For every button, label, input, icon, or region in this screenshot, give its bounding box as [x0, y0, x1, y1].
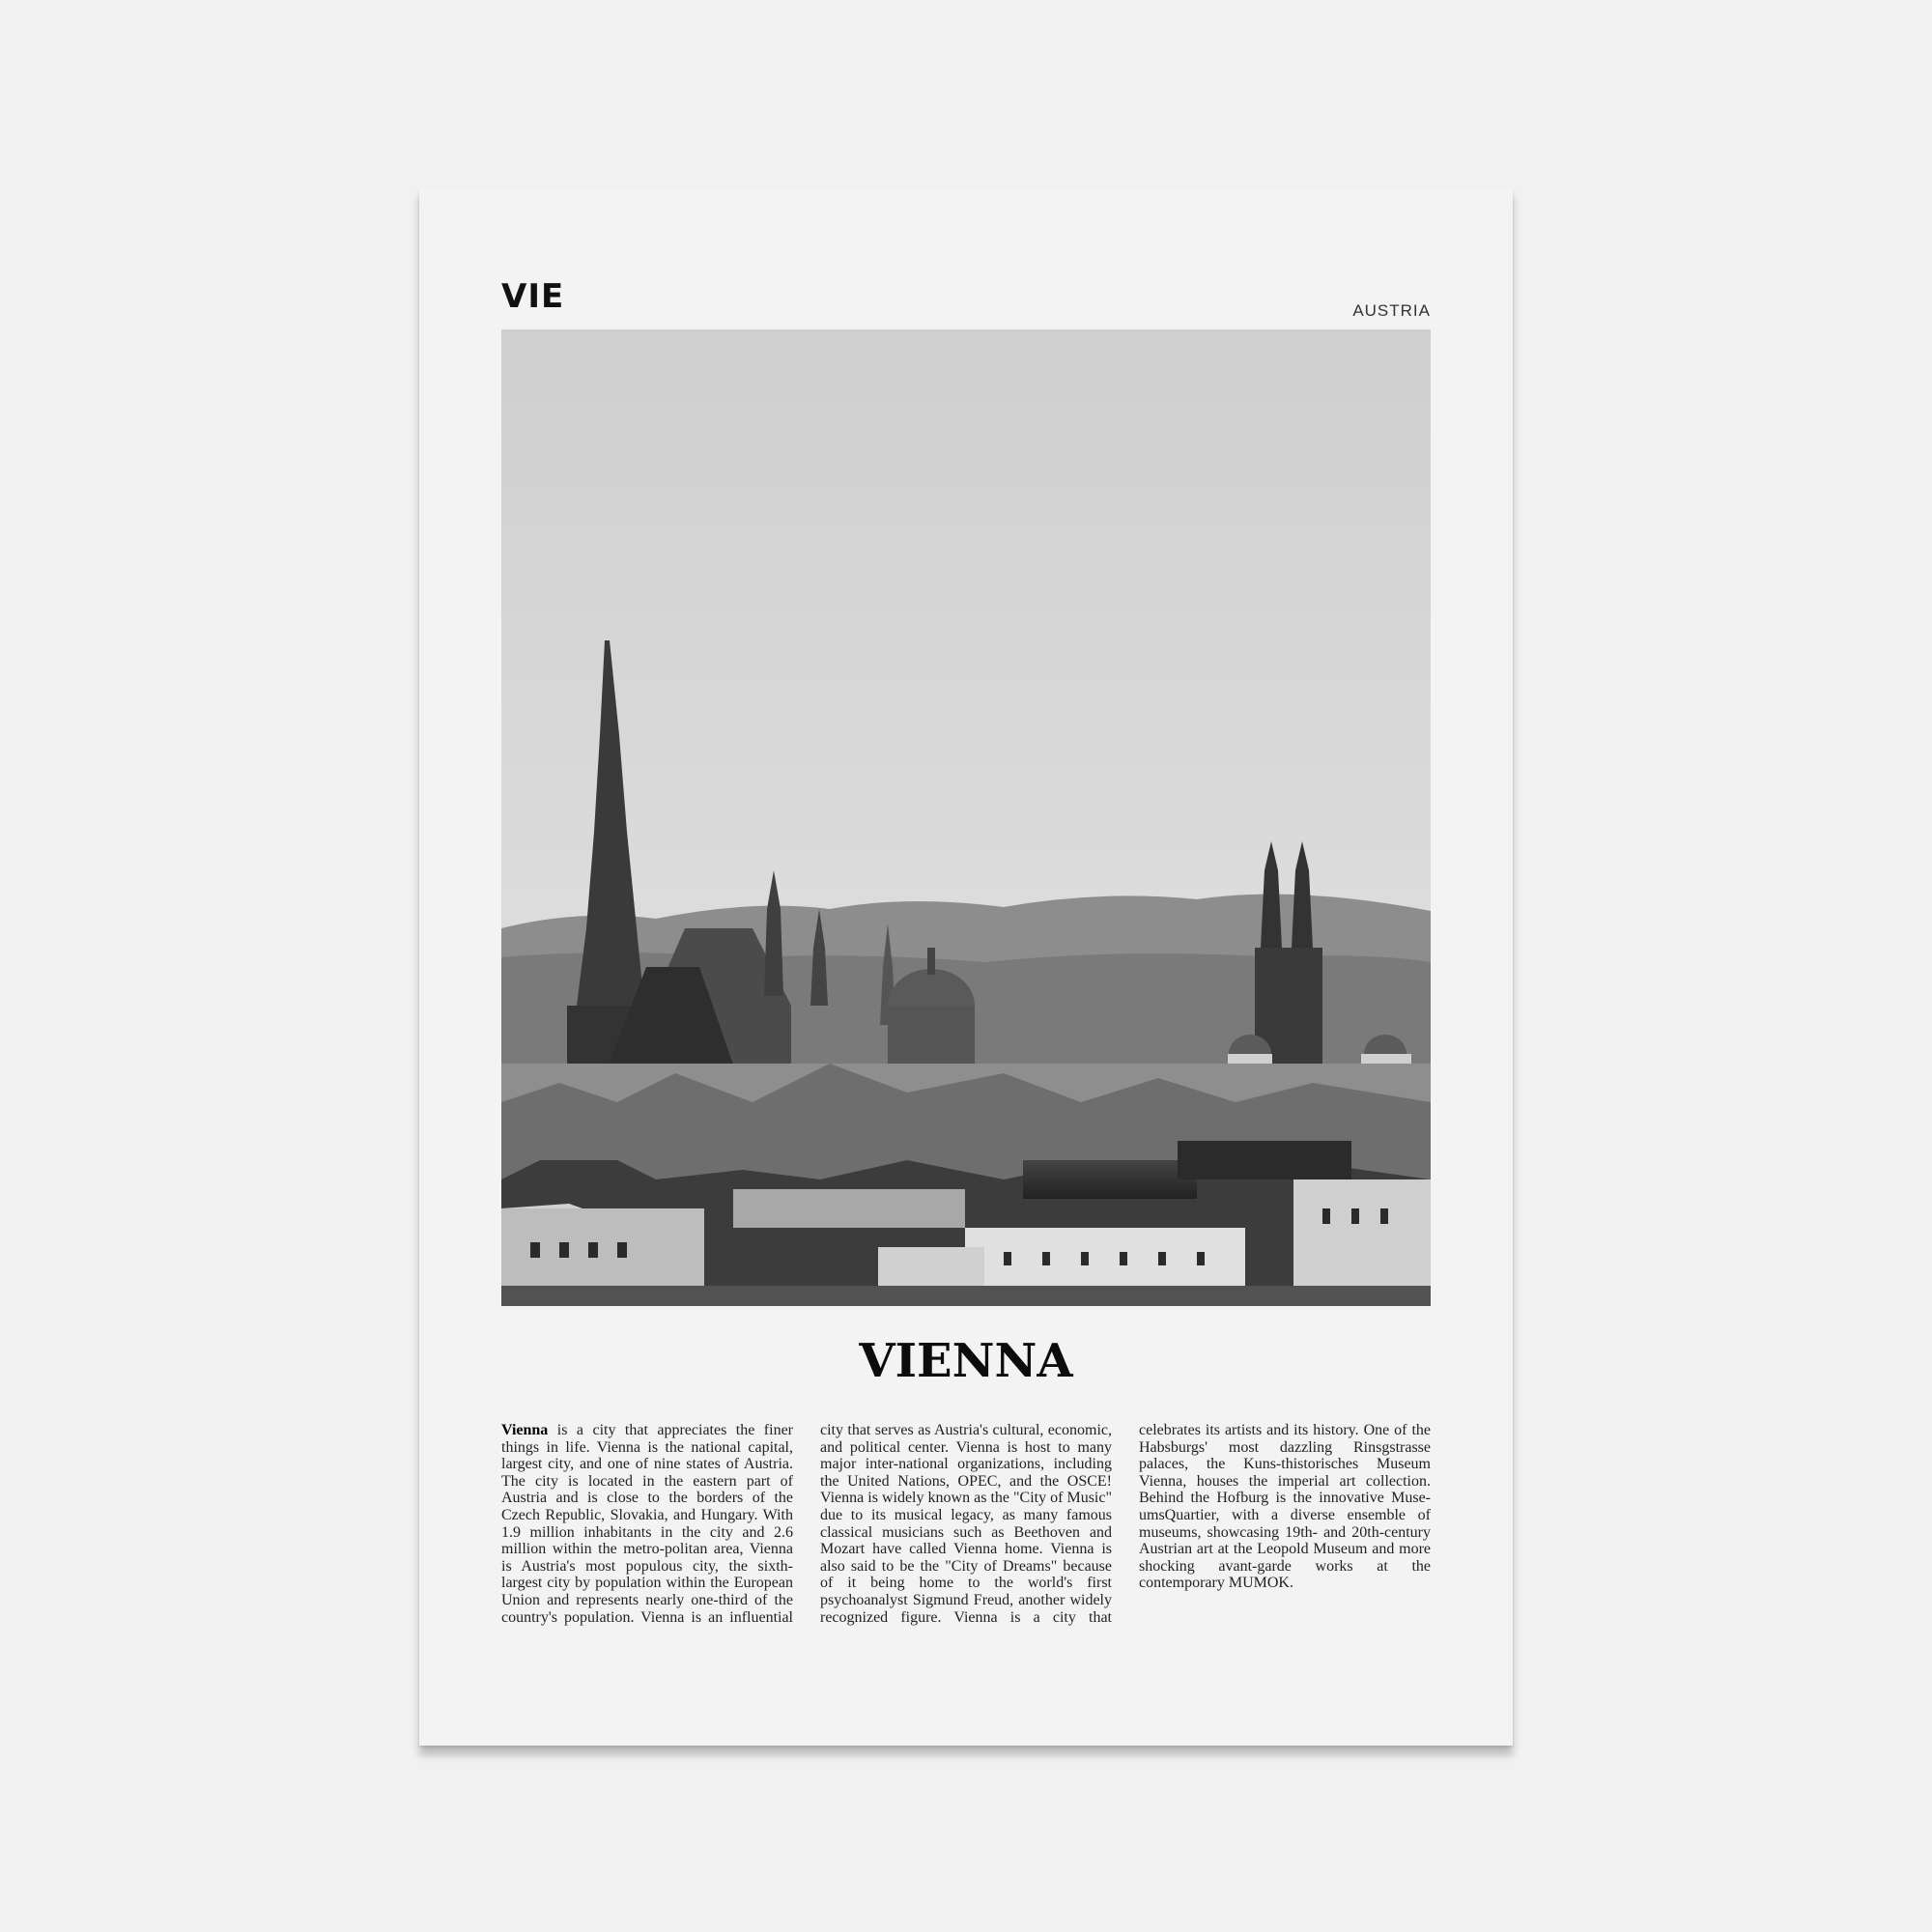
city-title: VIENNA — [859, 1334, 1073, 1388]
description-lead: Vienna — [501, 1422, 549, 1438]
city-description — [501, 1422, 1431, 1626]
country-label: AUSTRIA — [1352, 301, 1431, 320]
poster — [419, 188, 1513, 1746]
city-skyline-photo — [501, 329, 1431, 1306]
city-code: VIE — [501, 277, 565, 316]
description-text: is a city that appreciates the finer things in life. Vienna is the national capital, largest city, and one of nine states of Austria. The city is located in the eastern part of Austria and is close to the borders of the Czech Republic, Slovakia, and Hungary. With 1.9 million inhabitants in the city and 2.6 million within the metro-politan area, Vienna is Austria's most populous city, the sixth-largest city by population within the European Union and represents nearly one-third of the country's population. Vienna is an influential city that serves as Austria's cultural, economic, and political center. Vienna is host to many major inter-national organizations, including the United Nations, OPEC, and the OSCE! Vienna is widely known as the "City of Music" due to its musical legacy, as many famous classical musicians such as Beethoven and Mozart have called Vienna home. Vienna is also said to be the "City of Dreams" because of it being home to the world's first psychoanalyst Sigmund Freud, another widely recognized figure. Vienna is a city that celebrates its artists and its history. One of the Habsburgs' most dazzling Rinsgstrasse palaces, the Kuns-thistorisches Museum Vienna, houses the imperial art collection. Behind the Hofburg is the innovative Muse-umsQuartier, with a diverse ensemble of museums, showcasing 19th- and 20th-century Austrian art at the Leopold Museum and more shocking avant-garde works at the contemporary MUMOK. — [501, 1422, 1431, 1626]
